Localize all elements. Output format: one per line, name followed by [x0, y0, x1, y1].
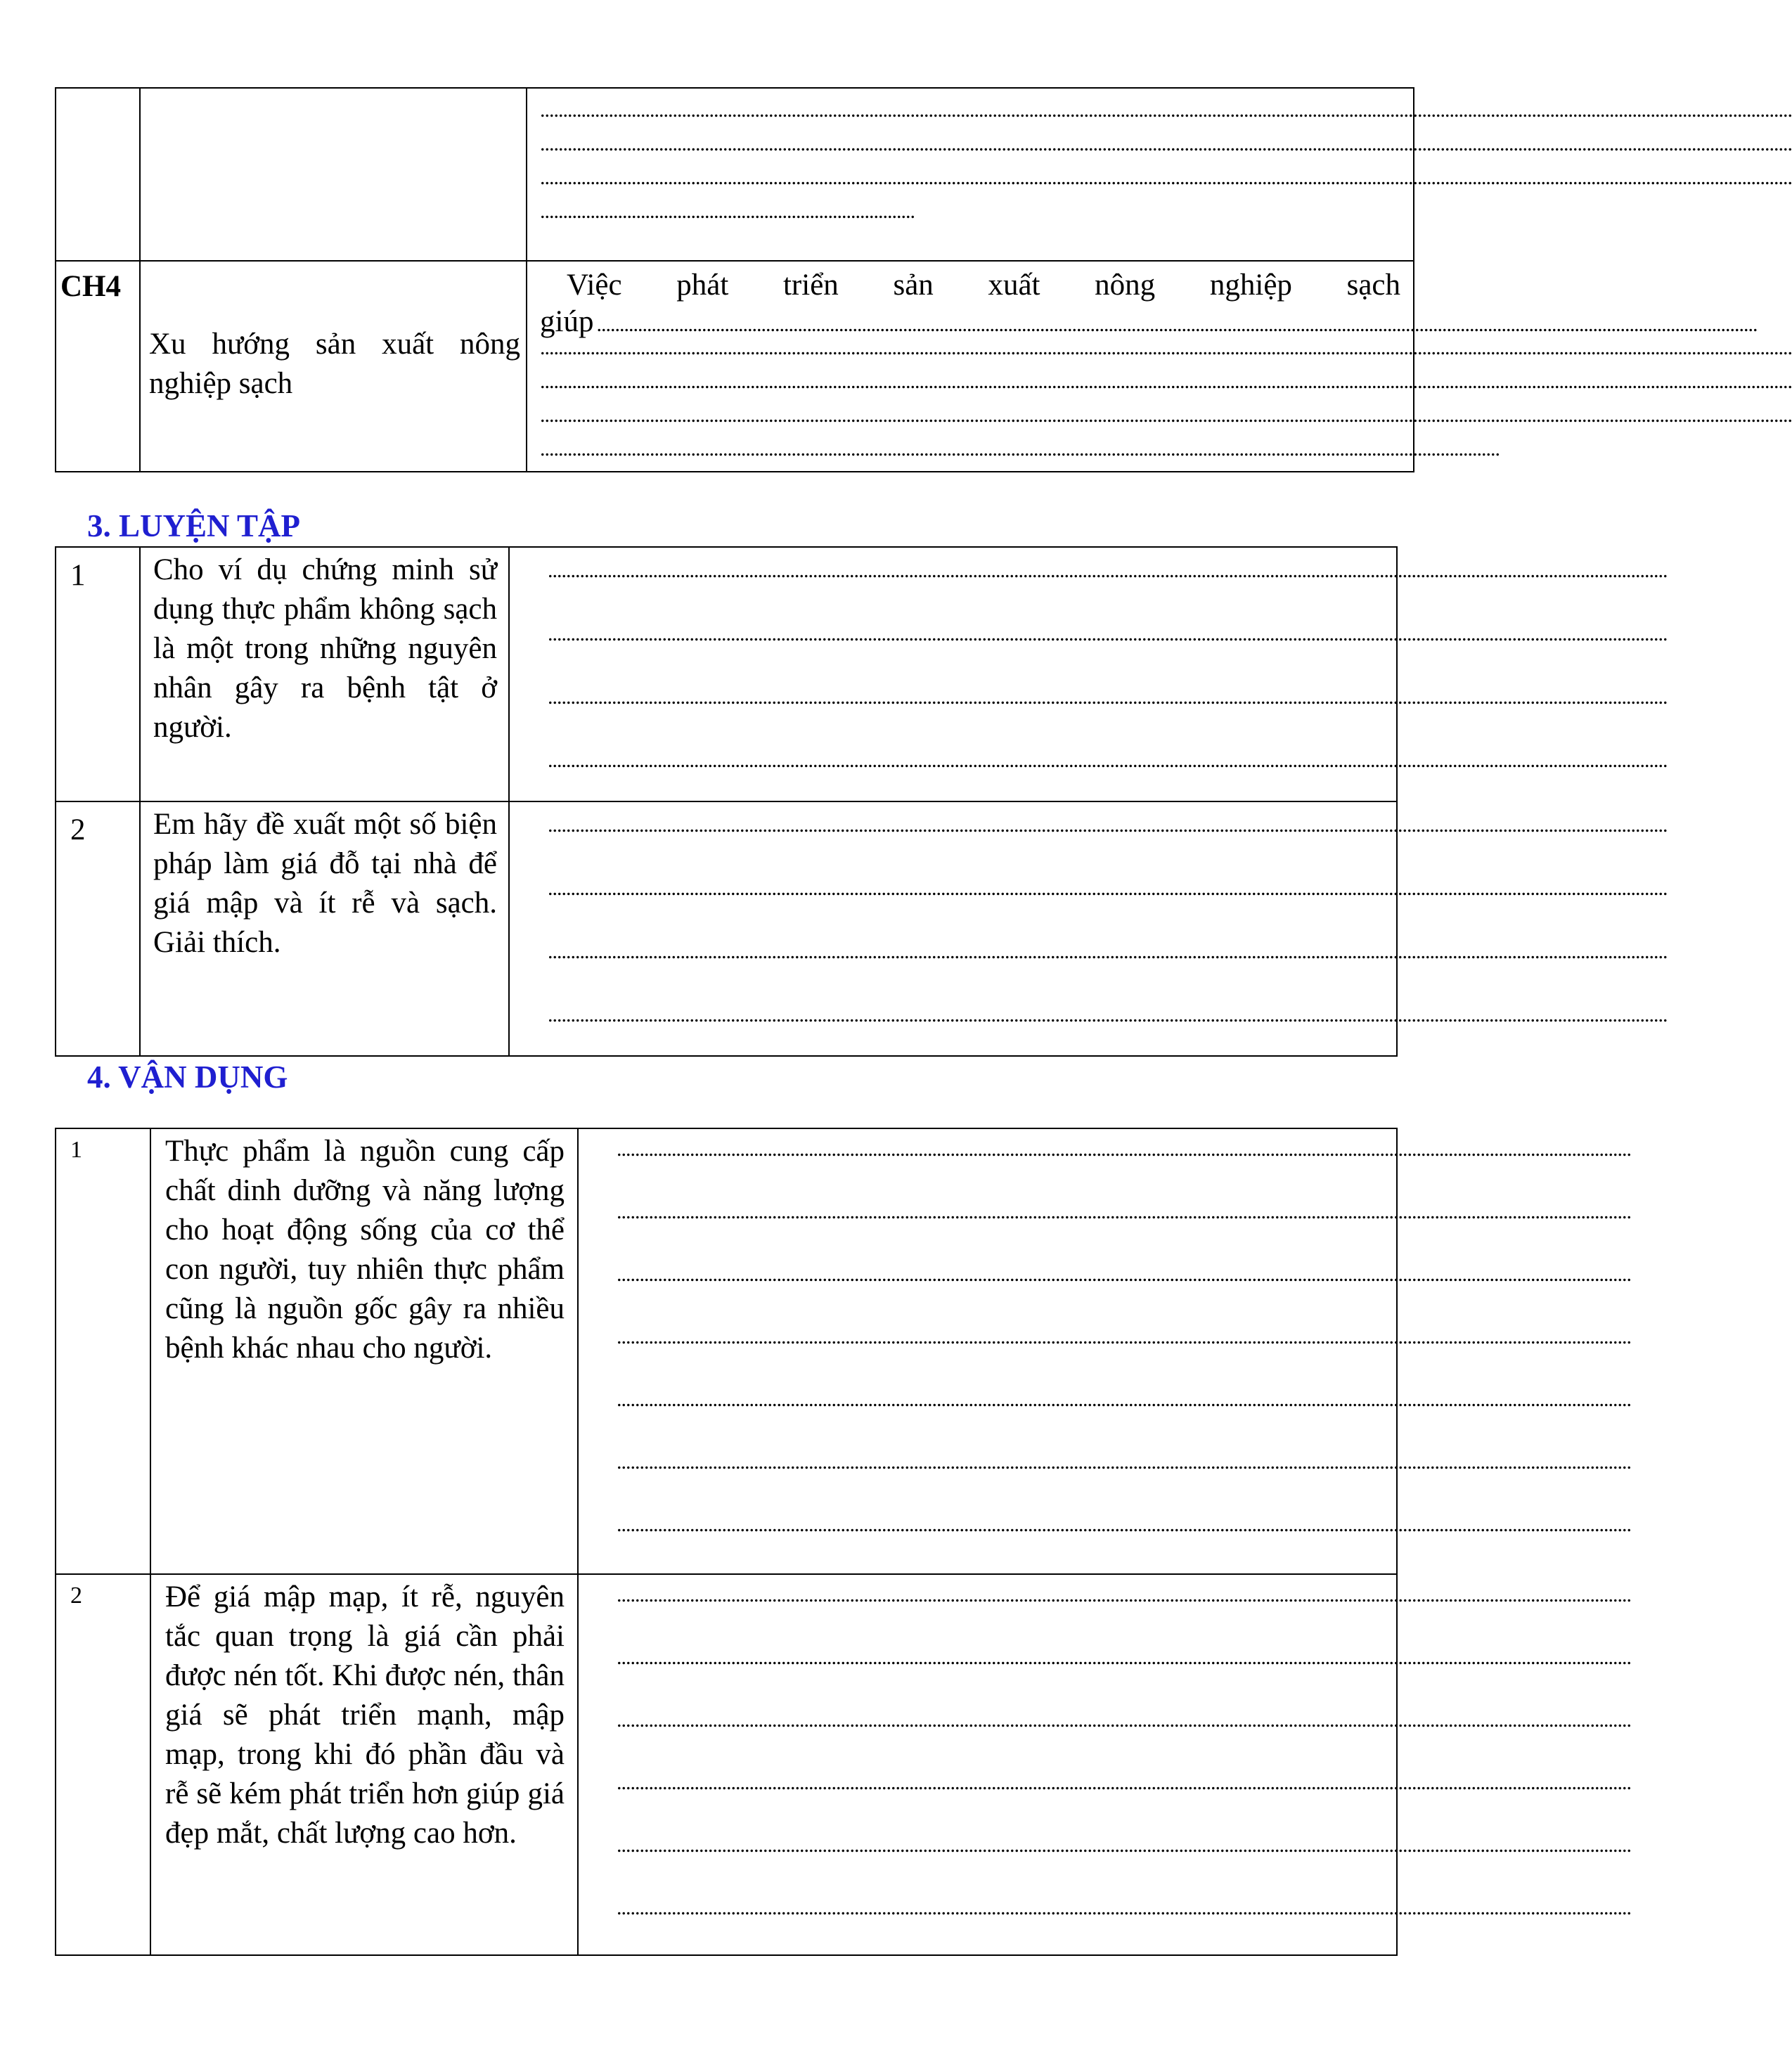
question-cell: Cho ví dụ chứng minh sử dụng thực phẩm không sạch là một trong những nguyên nhân gây ra bệnh tật ở người.	[140, 547, 509, 801]
answer-dotted-line[interactable]: ..............................................................................................................................................................................................................................	[617, 1771, 1631, 1794]
answer-dotted-line[interactable]: .....................................................................................................................................................................................................................................................	[548, 813, 1668, 837]
number-cell: 2	[56, 1574, 150, 1955]
section-heading-luyen-tap: 3. LUYỆN TẬP	[87, 508, 300, 543]
answer-dotted-line[interactable]: .....................................................................................................................................................................................................................................................	[548, 749, 1668, 772]
answer-cell	[527, 88, 1792, 261]
answer-dotted-line[interactable]: ..................................................................................................................................................................................................................................................................................	[540, 370, 1792, 393]
answer-dotted-line[interactable]: ..................................................................................................................................................................................................................	[540, 437, 1500, 460]
answer-dotted-line[interactable]: ..................................................................................................................................................................................................................................................................................	[540, 404, 1792, 427]
number-cell: 1	[56, 1128, 150, 1574]
answer-dotted-line[interactable]: ..............................................................................................................................................................................................................................	[617, 1200, 1631, 1223]
topic-cell	[140, 88, 527, 261]
answer-dotted-line[interactable]: ..............................................................................................................................................................................................................................	[617, 1834, 1631, 1857]
answer-dotted-line[interactable]: ..................................................................................................................................................................................................................................................................................	[540, 166, 1792, 189]
answer-dotted-line[interactable]: ..................................................................................................................................................................................................................................................................................	[540, 336, 1792, 359]
answer-dotted-line[interactable]: ..............................................................................................................................................................................................................................	[617, 1325, 1631, 1348]
answer-dotted-line[interactable]: ..............................................................................................................................................................................................................................	[617, 1583, 1631, 1606]
number-cell: 2	[56, 801, 140, 1056]
answer-cell	[578, 1574, 1631, 1955]
code-cell	[56, 88, 140, 261]
answer-dotted-line[interactable]: ..............................................................................................................................................................................................................................	[617, 1138, 1631, 1161]
question-cell: Thực phẩm là nguồn cung cấp chất dinh dưỡng và năng lượng cho hoạt động sống của cơ thể con người, tuy nhiên thực phẩm cũng là nguồn gốc gây ra nhiều bệnh khác nhau cho người.	[150, 1128, 578, 1574]
answer-dotted-line[interactable]: ..................................................................................	[540, 200, 915, 223]
table-row	[56, 547, 1397, 801]
table-row	[56, 88, 1414, 261]
answer-cell	[509, 547, 1668, 801]
top-table	[55, 87, 1792, 472]
number-cell: 1	[56, 547, 140, 801]
answer-dotted-line[interactable]: .....................................................................................................................................................................................................................................................	[548, 1003, 1668, 1026]
answer-cell	[509, 801, 1668, 1056]
answer-dotted-line[interactable]: ..............................................................................................................................................................................................................................	[617, 1388, 1631, 1411]
answer-dotted-line[interactable]: .....................................................................................................................................................................................................................................................	[548, 622, 1668, 645]
answer-dotted-line[interactable]: ..................................................................................................................................................................................................................................................................................	[540, 132, 1792, 155]
application-table	[55, 1128, 1631, 1956]
answer-dotted-line[interactable]: ..............................................................................................................................................................................................................................................................	[596, 313, 1758, 336]
table-row	[56, 1128, 1397, 1574]
answer-dotted-line[interactable]: ..............................................................................................................................................................................................................................	[617, 1513, 1631, 1536]
answer-dotted-line[interactable]: ..................................................................................................................................................................................................................................................................................	[540, 98, 1792, 122]
section-heading-van-dung: 4. VẬN DỤNG	[87, 1059, 288, 1095]
answer-cell	[578, 1128, 1631, 1574]
answer-cell: Việc phát triển sản xuất nông nghiệp sạch giúp .............................................................................................................................................................................................................................................................. .................................................................................................................................................................................................................................................................................. .................................................................................................................................................................................................................................................................................. .................................................................................................................................................................................................................................................................................. ..................................................................................................................................................................................................................	[527, 261, 1414, 472]
answer-dotted-line[interactable]: .....................................................................................................................................................................................................................................................	[548, 877, 1668, 900]
answer-dotted-line[interactable]: ..............................................................................................................................................................................................................................	[617, 1896, 1631, 1919]
answer-dotted-line[interactable]: ..............................................................................................................................................................................................................................	[617, 1263, 1631, 1286]
table-row	[56, 801, 1397, 1056]
table-row	[56, 1574, 1397, 1955]
answer-dotted-line[interactable]: .....................................................................................................................................................................................................................................................	[548, 940, 1668, 963]
answer-dotted-line[interactable]: ..............................................................................................................................................................................................................................	[617, 1646, 1631, 1669]
answer-dotted-line[interactable]: .....................................................................................................................................................................................................................................................	[548, 685, 1668, 709]
answer-dotted-line[interactable]: ..............................................................................................................................................................................................................................	[617, 1450, 1631, 1474]
question-cell: Em hãy đề xuất một số biện pháp làm giá đỗ tại nhà để giá mập và ít rễ và sạch. Giải thích.	[140, 801, 509, 1056]
answer-dotted-line[interactable]: .....................................................................................................................................................................................................................................................	[548, 559, 1668, 582]
answer-dotted-line[interactable]: ..............................................................................................................................................................................................................................	[617, 1708, 1631, 1732]
topic-cell: Xu hướng sản xuất nông nghiệp sạch	[140, 261, 527, 472]
code-cell: CH4	[56, 261, 140, 472]
practice-table	[55, 546, 1668, 1057]
table-row	[56, 261, 1414, 472]
question-cell: Để giá mập mạp, ít rễ, nguyên tắc quan trọng là giá cần phải được nén tốt. Khi được nén, thân giá sẽ phát triển mạnh, mập mạp, trong khi đó phần đầu và rễ sẽ kém phát triển hơn giúp giá đẹp mắt, chất lượng cao hơn.	[150, 1574, 578, 1955]
